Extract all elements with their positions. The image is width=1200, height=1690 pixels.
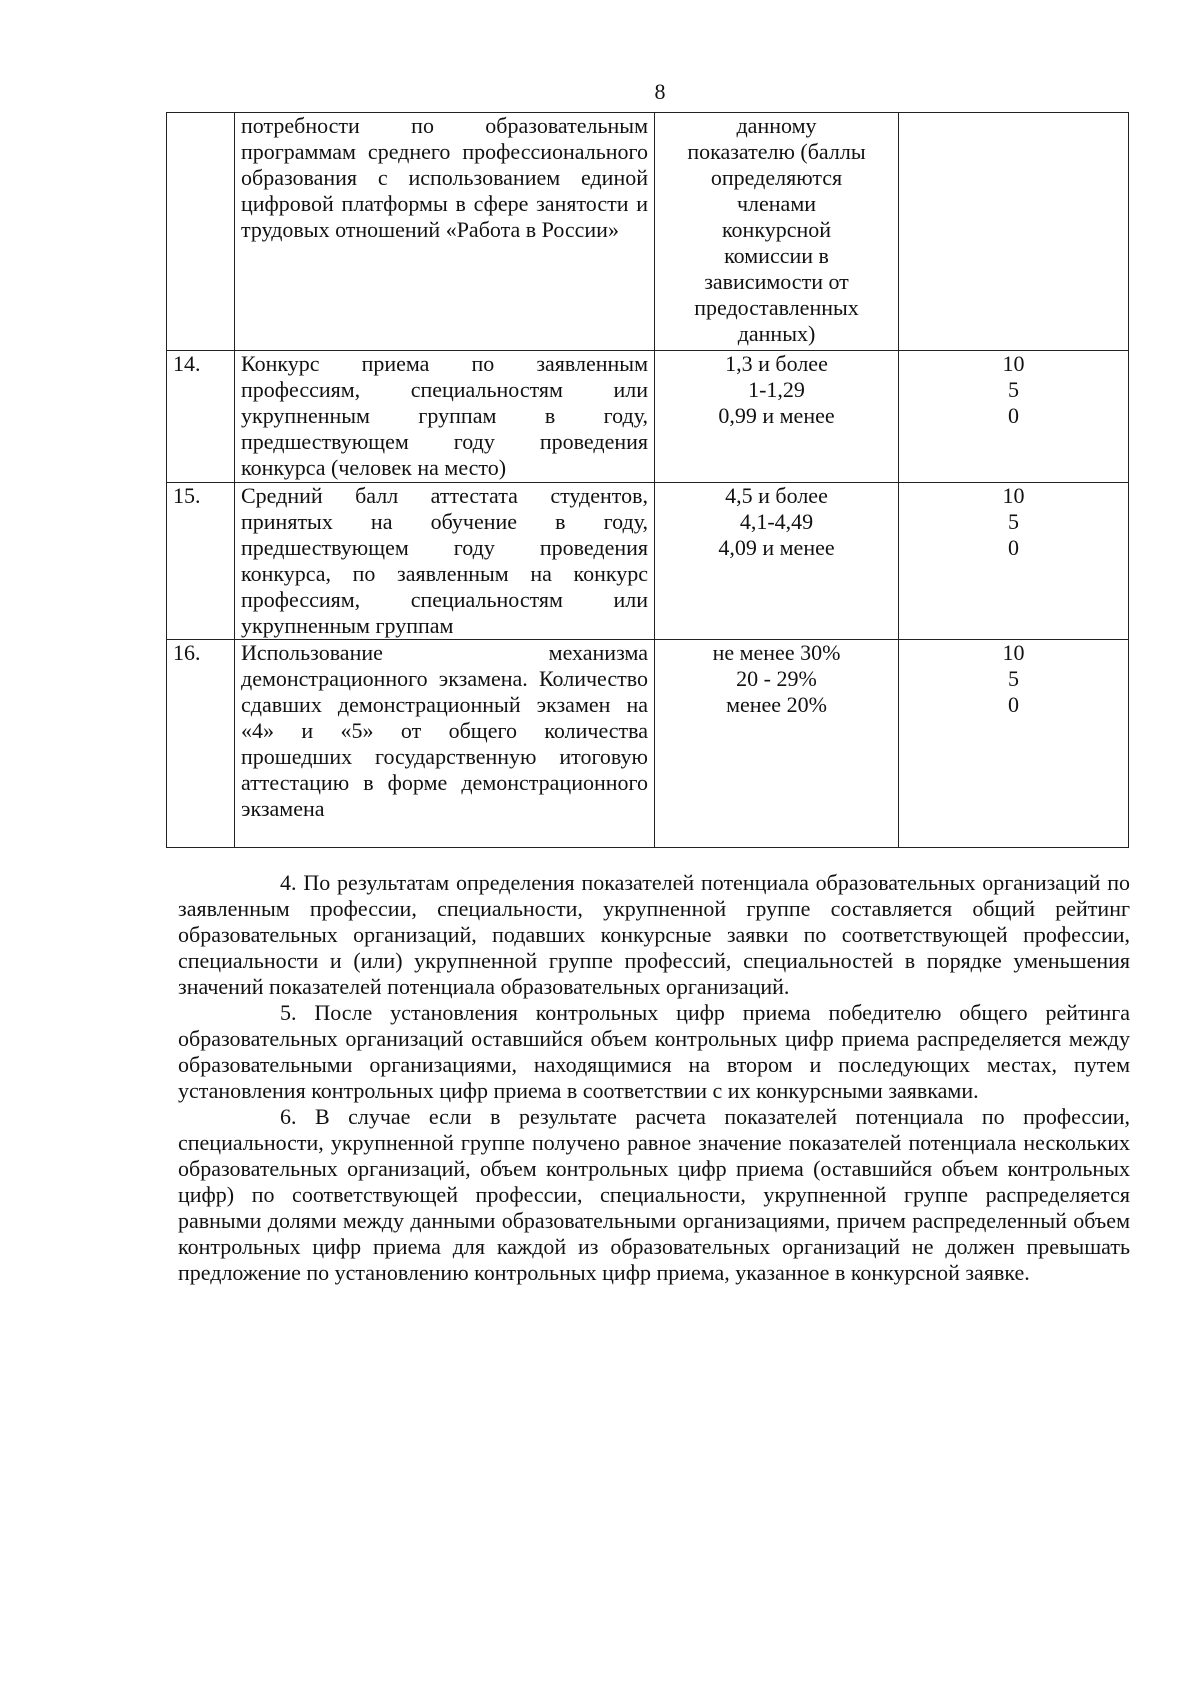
row-number: 16. [167,640,235,848]
indicator-name: Средний балл аттестата студентов, принятых на обучение в году, предшествующем году проведения конкурса, по заявленным на конкурс профессиям, специальностям или укрупненным группам [235,483,655,640]
value-line: не менее 30% [712,640,841,665]
points-line: 10 [1002,483,1025,508]
indicator-values [655,640,899,848]
value-line: зависимости от [704,269,849,294]
points-line: 5 [1008,666,1019,691]
value-line: 1-1,29 [748,377,805,402]
points-line: 5 [1008,509,1019,534]
value-line: конкурсной [721,217,832,242]
page-number: 8 [654,79,666,104]
value-line: определяются [710,165,843,190]
value-line: 20 - 29% [736,666,817,691]
value-line: 4,5 и более [725,483,828,508]
points-line: 10 [1002,640,1025,665]
value-line: 0,99 и менее [718,403,835,428]
table-row [167,640,1129,848]
value-line: предоставленных [694,295,859,320]
points-line: 0 [1008,692,1019,717]
value-line: 4,09 и менее [718,535,835,560]
points-line: 0 [1008,535,1019,560]
paragraph: 5. После установления контрольных цифр приема победителю общего рейтинга образовательных организаций оставшийся объем контрольных цифр приема распределяется между образовательными организациями, находящимися на втором и последующих местах, путем установления контрольных цифр приема в соответствии с их конкурсными заявками. [178,1000,1130,1103]
points-line: 0 [1008,403,1019,428]
points-line: 5 [1008,377,1019,402]
table-row [167,113,1129,351]
value-line: менее 20% [726,692,827,717]
indicator-values [655,113,899,351]
paragraph: 6. В случае если в результате расчета показателей потенциала по профессии, специальности, укрупненной группе получено равное значение показателей потенциала нескольких образовательных организаций, объем контрольных цифр приема (оставшийся объем контрольных цифр) по соответствующей профессии, специальности, укрупненной группе распределяется равными долями между данными образовательными организациями, причем распределенный объем контрольных цифр приема для каждой из образовательных организаций не должен превышать предложение по установлению контрольных цифр приема, указанное в конкурсной заявке. [178,1104,1130,1285]
indicator-points [899,113,1129,351]
points-line: 10 [1002,351,1025,376]
row-number [167,113,235,351]
table-row [167,483,1129,640]
indicator-points [899,351,1129,483]
criteria-table [166,112,1129,848]
indicator-name: потребности по образовательным программам среднего профессионального образования с использованием единой цифровой платформы в сфере занятости и трудовых отношений «Работа в России» [235,113,655,351]
body-text [178,870,1130,1286]
indicator-points [899,483,1129,640]
indicator-points [899,640,1129,848]
value-line: членами [736,191,817,216]
value-line: данному [736,113,817,138]
paragraph: 4. По результатам определения показателей потенциала образовательных организаций по заявленным профессии, специальности, укрупненной группе составляется общий рейтинг образовательных организаций, подавших конкурсные заявки по соответствующей профессии, специальности и (или) укрупненной группе профессий, специальностей в порядке уменьшения значений показателей потенциала образовательных организаций. [178,870,1130,999]
value-line: показателю (баллы [687,139,866,164]
value-line: 1,3 и более [725,351,828,376]
indicator-values [655,483,899,640]
value-line: данных) [737,321,816,346]
row-number: 14. [167,351,235,483]
indicator-values [655,351,899,483]
indicator-name: Использование механизма демонстрационного экзамена. Количество сдавших демонстрационный экзамен на «4» и «5» от общего количества прошедших государственную итоговую аттестацию в форме демонстрационного экзамена [235,640,655,848]
row-number: 15. [167,483,235,640]
indicator-name: Конкурс приема по заявленным профессиям, специальностям или укрупненным группам в году, предшествующем году проведения конкурса (человек на место) [235,351,655,483]
value-line: 4,1-4,49 [739,509,814,534]
table-row [167,351,1129,483]
value-line: комиссии в [724,243,829,268]
